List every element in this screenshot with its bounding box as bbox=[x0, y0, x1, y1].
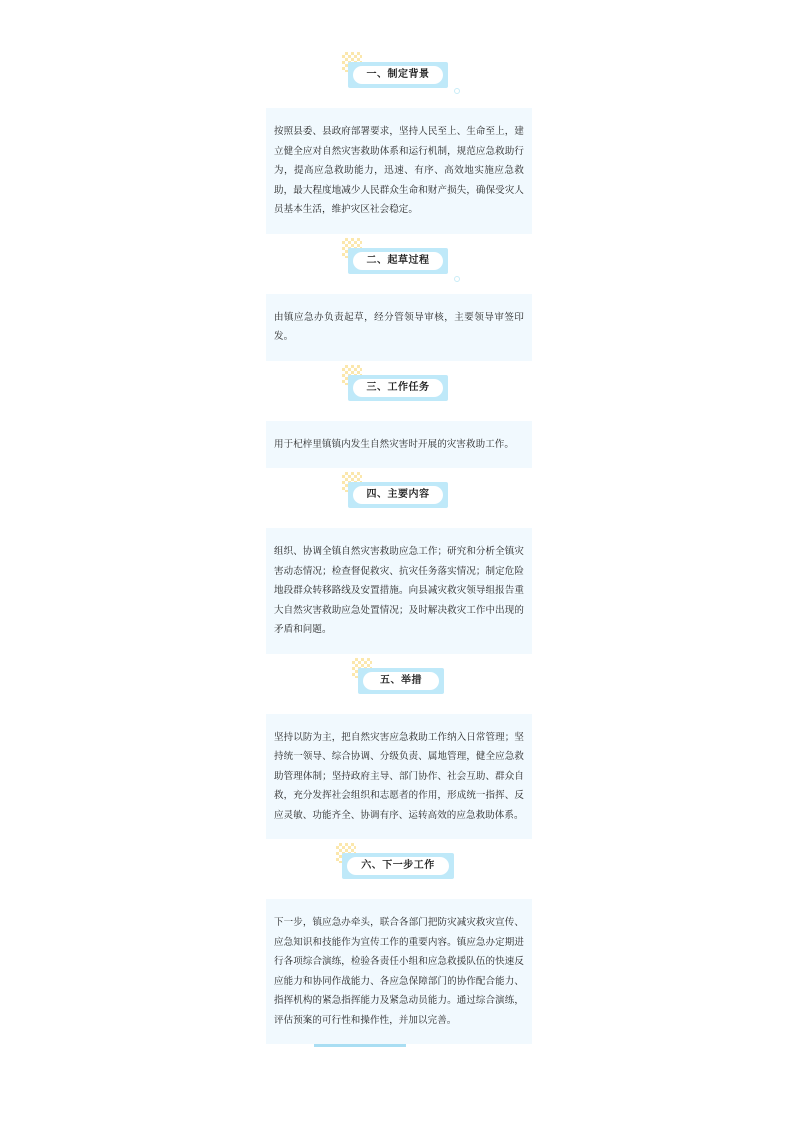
bottom-decoration-bar bbox=[314, 1044, 406, 1047]
article-column bbox=[266, 48, 532, 1044]
section-heading: 六、下一步工作 bbox=[347, 857, 449, 875]
section-drafting-process bbox=[266, 234, 532, 361]
section-heading-frame bbox=[358, 668, 444, 694]
section-heading: 三、工作任务 bbox=[353, 379, 443, 397]
section-heading-frame bbox=[348, 62, 448, 88]
section-heading: 四、主要内容 bbox=[353, 486, 443, 504]
section-body: 按照县委、县政府部署要求，坚持人民至上、生命至上，建立健全应对自然灾害救助体系和运行机制，规范应急救助行为，提高应急救助能力，迅速、有序、高效地实施应急救助，最大程度地减少人民群众生命和财产损失，确保受灾人员基本生活，维护灾区社会稳定。 bbox=[266, 108, 532, 234]
section-heading-row bbox=[266, 48, 532, 108]
section-heading-frame bbox=[348, 248, 448, 274]
section-heading-row bbox=[266, 468, 532, 528]
section-heading-row bbox=[266, 361, 532, 421]
section-main-content bbox=[266, 468, 532, 654]
section-body: 下一步，镇应急办牵头，联合各部门把防灾减灾救灾宣传、应急知识和技能作为宣传工作的重要内容。镇应急办定期进行各项综合演练，检验各责任小组和应急救援队伍的快速反应能力和协同作战能力、各应急保障部门的协作配合能力、指挥机构的紧急指挥能力及紧急动员能力。通过综合演练，评估预案的可行性和操作性，并加以完善。 bbox=[266, 899, 532, 1044]
section-heading: 五、举措 bbox=[363, 672, 439, 690]
circle-decoration-icon bbox=[454, 276, 460, 282]
section-heading: 二、起草过程 bbox=[353, 252, 443, 270]
section-measures bbox=[266, 654, 532, 840]
section-work-tasks bbox=[266, 361, 532, 469]
section-heading-row bbox=[266, 234, 532, 294]
section-heading-frame bbox=[348, 482, 448, 508]
section-heading-frame bbox=[342, 853, 454, 879]
section-body: 用于杞梓里镇镇内发生自然灾害时开展的灾害救助工作。 bbox=[266, 421, 532, 469]
section-body: 坚持以防为主，把自然灾害应急救助工作纳入日常管理；坚持统一领导、综合协调、分级负责、属地管理，健全应急救助管理体制；坚持政府主导、部门协作、社会互助、群众自救，充分发挥社会组织和志愿者的作用，形成统一指挥、反应灵敏、功能齐全、协调有序、运转高效的应急救助体系。 bbox=[266, 714, 532, 840]
section-heading: 一、制定背景 bbox=[353, 66, 443, 84]
section-body: 由镇应急办负责起草，经分管领导审核，主要领导审签印发。 bbox=[266, 294, 532, 361]
circle-decoration-icon bbox=[454, 88, 460, 94]
section-background bbox=[266, 48, 532, 234]
section-heading-row bbox=[266, 654, 532, 714]
section-next-steps bbox=[266, 839, 532, 1044]
section-heading-row bbox=[266, 839, 532, 899]
section-body: 组织、协调全镇自然灾害救助应急工作；研究和分析全镇灾害动态情况；检查督促救灾、抗灾任务落实情况；制定危险地段群众转移路线及安置措施。向县减灾救灾领导组报告重大自然灾害救助应急处置情况；及时解决救灾工作中出现的矛盾和问题。 bbox=[266, 528, 532, 654]
section-heading-frame bbox=[348, 375, 448, 401]
